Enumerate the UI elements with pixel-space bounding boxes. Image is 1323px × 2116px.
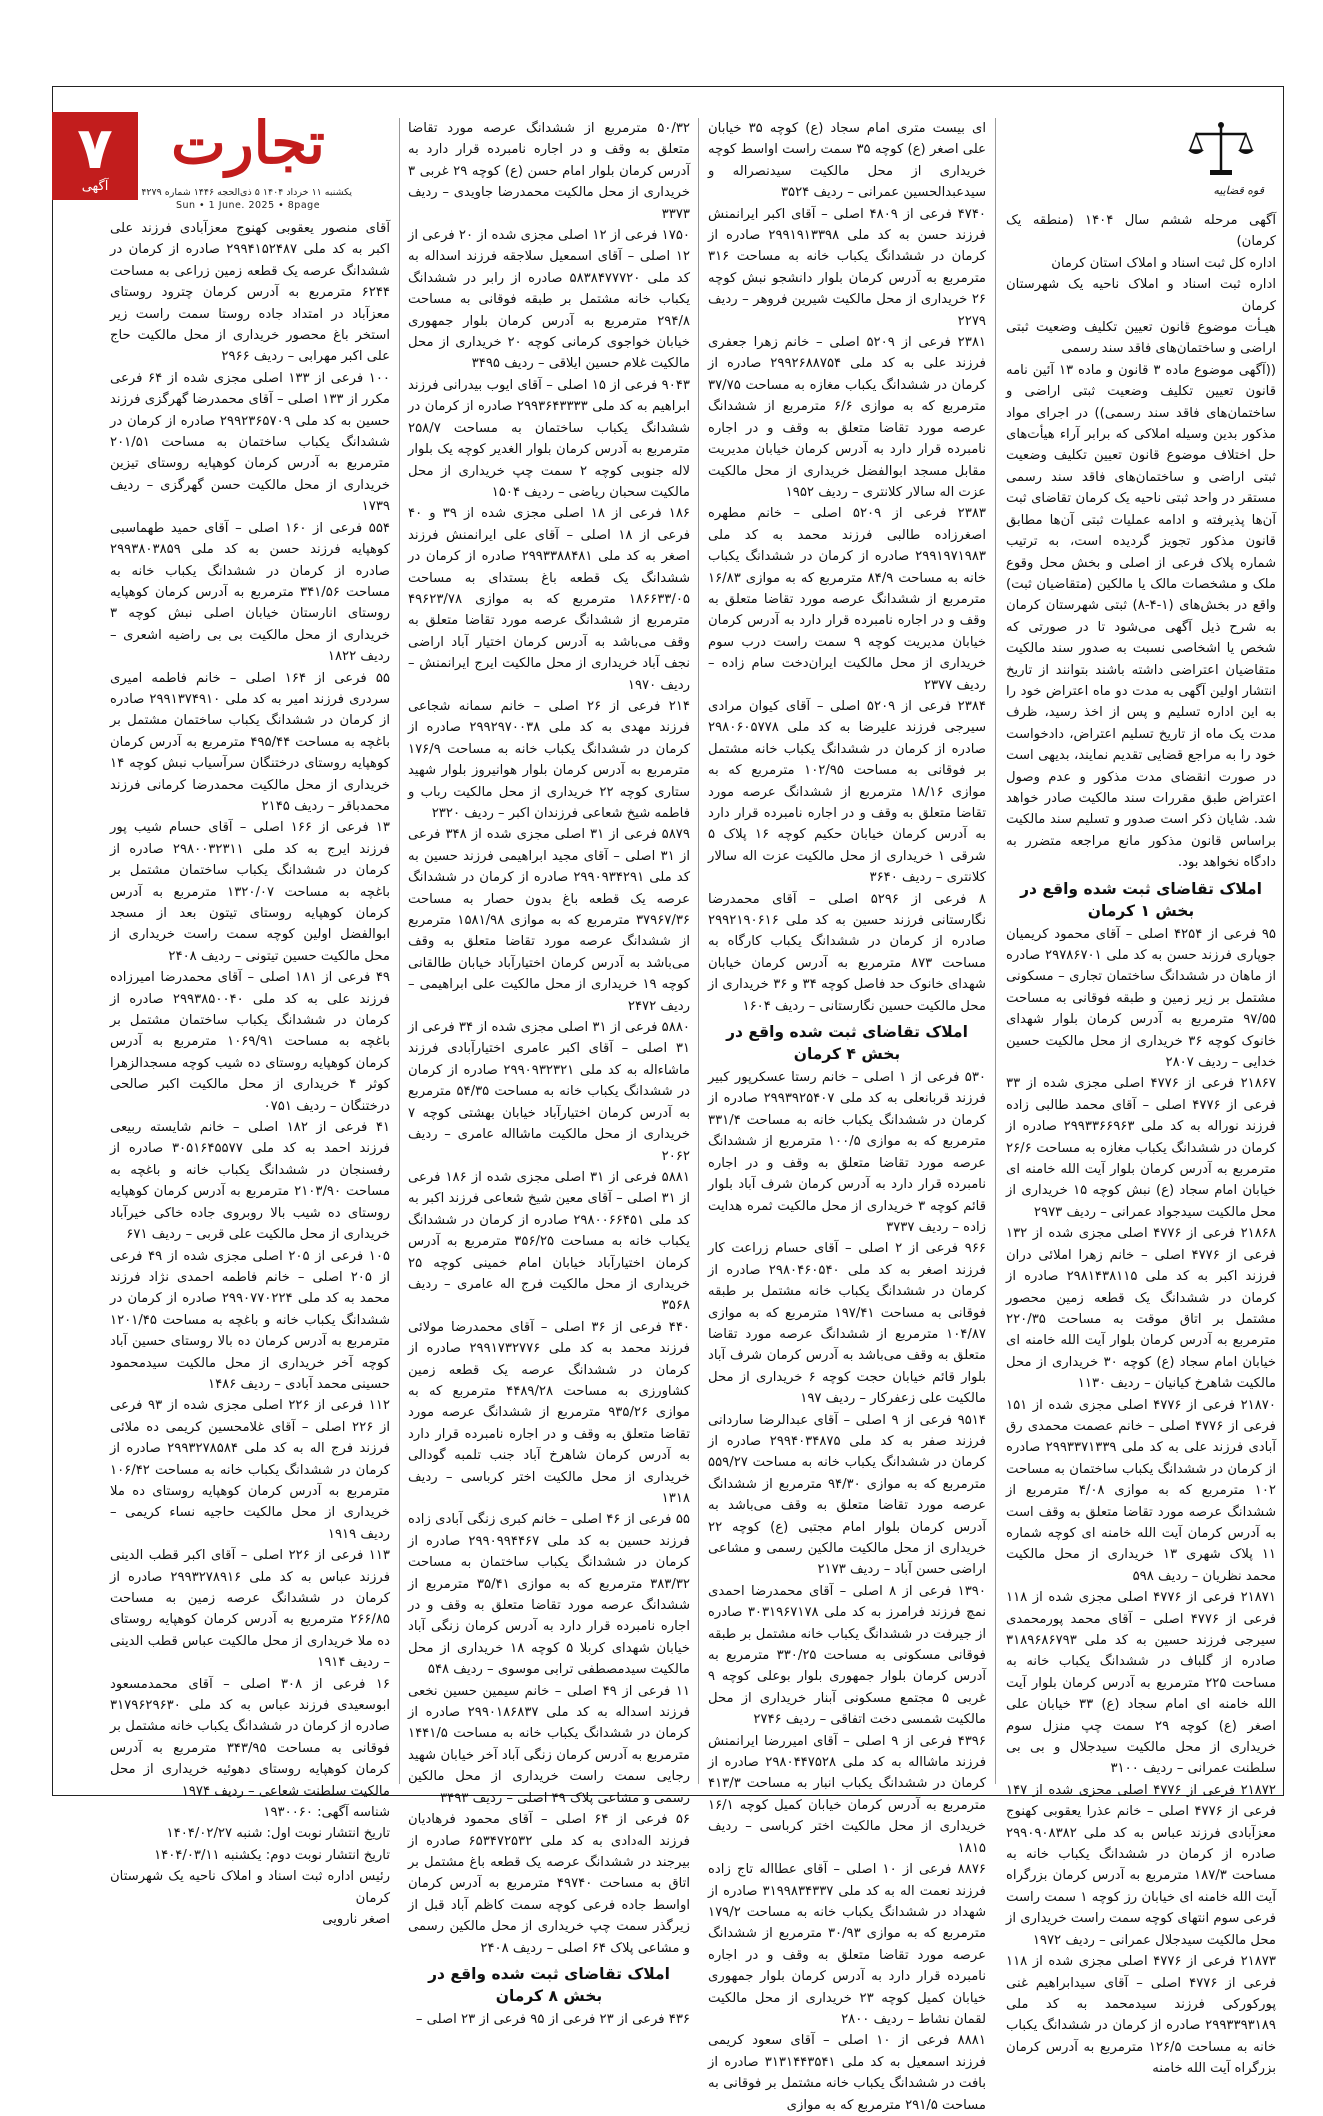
notice-paragraph: ۸ فرعی از ۵۲۹۶ اصلی – آقای محمدرضا نگارستانی فرزند حسین به کد ملی ۲۹۹۲۱۹۰۶۱۶ صادره از کرمان در ششدانگ یکباب کارگاه به مساحت ۸۷۳ مترمربع به آدرس کرمان خیابان شهدای خانوک حد فاصل کوچه ۳۴ و ۳۶ خریداری از محل مالکیت حسین نگارستانی – ردیف ۱۶۰۴	[708, 891, 986, 1014]
page-number: ۷	[77, 113, 113, 182]
notice-paragraph: ۹۶۶ فرعی از ۲ اصلی – آقای حسام زراعت کار فرزند اصغر به کد ملی ۲۹۸۰۴۶۰۵۴۰ صادره از کرمان در ششدانگ یکباب خانه مشتمل بر طبقه فوقانی به مساحت ۱۹۷/۴۱ مترمربع که به موازی ۱۰۴/۸۷ مترمربع از ششدانگ عرصه مورد تقاضا متعلق به وقف می‌باشد به آدرس کرمان شرف آباد بلوار قائم خیابان حجت کوچه ۶ خریداری از محل مالکیت علی زعفرکار – ردیف ۱۹۷	[708, 1241, 986, 1407]
notice-paragraph: ۴۱ فرعی از ۱۸۲ اصلی – خانم شایسته ربیعی فرزند احمد به کد ملی ۳۰۵۱۶۴۵۵۷۷ صادره از رفسنجان در ششدانگ یکباب خانه و باغچه به مساحت ۲۱۰۳/۹۰ مترمربع به آدرس کرمان کوهپایه روستای ده شیب بالا روبروی جاده خاکی خیرآباد خریداری از محل مالکیت علی قربی – ردیف ۶۷۱	[110, 1120, 391, 1243]
column-3	[408, 118, 691, 2027]
notice-paragraph: ۴۹ فرعی از ۱۸۱ اصلی – آقای محمدرضا امیرزاده فرزند علی به کد ملی ۲۹۹۳۸۵۰۰۴۰ صادره از کرمان در ششدانگ یکباب ساختمان مشتمل بر باغچه به مساحت ۱۰۶۹/۹۱ مترمربع به آدرس کرمان کوهپایه روستای ده شیب کوچه مسجدالزهرا کوثر ۴ خریداری از محل مالکیت اکبر صالحی درختنگان – ردیف ۰۷۵۱	[110, 970, 390, 1114]
notice-paragraph: ۹۰۴۳ فرعی از ۱۵ اصلی – آقای ایوب بیدرانی فرزند ابراهیم به کد ملی ۲۹۹۳۶۴۳۳۳۳ صادره از کرمان در ششدانگ یکباب ساختمان به مساحت ۲۵۸/۷ مترمربع به آدرس کرمان بلوار الغدیر کوچه یک بلوار لاله جنوبی کوچه ۲ سمت چپ خریداری از محل مالکیت سحبان ریاضی – ردیف ۱۵۰۴	[408, 377, 691, 500]
notice-paragraph: ۲۱۸۷۰ فرعی از ۴۷۷۶ اصلی مجزی شده از ۱۵۱ فرعی از ۴۷۷۶ اصلی – خانم عصمت محمدی رق آبادی فرزند علی به کد ملی ۲۹۹۳۳۷۱۳۳۹ صادره از کرمان در ششدانگ یکباب ساختمان به مساحت ۱۰۲ مترمربع که به موازی ۴/۰۸ مترمربع از ششدانگ عرصه مورد تقاضا متعلق به وقف است به آدرس کرمان آیت الله خامنه ای کوچه شماره ۱۱ پلاک شهری ۱۳ خریداری از محل مالکیت محمد نظریان – ردیف ۵۹۸	[1006, 1397, 1276, 1584]
notice-paragraph: ۱۶ فرعی از ۳۰۸ اصلی – آقای محمدمسعود ابوسعیدی فرزند عباس به کد ملی ۳۱۷۹۶۲۹۶۳۰ صادره از کرمان در ششدانگ یکباب خانه مشتمل بر فوقانی به مساحت ۳۴۳/۹۵ مترمربع به آدرس کرمان کوهپایه روستای دهوئیه خریداری از محل مالکیت سلطنت شعاعی – ردیف ۱۹۷۴	[110, 1676, 390, 1799]
notice-paragraph: ۴۳۹۶ فرعی از ۹ اصلی – آقای امیررضا ایرانمنش فرزند ماشااله به کد ملی ۲۹۸۰۴۴۷۵۲۸ صادره از کرمان در ششدانگ یکباب انبار به مساحت ۴۱۳/۳ مترمربع به آدرس کرمان خیابان کمیل کوچه ۱۶/۱ خریداری از محل مالکیت اختر کرباسی – ردیف ۱۸۱۵	[708, 1733, 986, 1856]
column-1	[1006, 118, 1277, 2077]
notice-paragraph: ۵۵ فرعی از ۱۶۴ اصلی – خانم فاطمه امیری سردری فرزند امیر به کد ملی ۲۹۹۱۳۷۴۹۱۰ صادره از کرمان در ششدانگ یکباب ساختمان مشتمل بر باغچه به مساحت ۴۹۵/۴۴ مترمربع به آدرس کرمان کوهپایه روستای درختنگان سرآسیاب نبش کوچه ۱۴ خریداری از محل مالکیت محمدرضا کرمانی فرزند محمدباقر – ردیف ۲۱۴۵	[110, 670, 390, 814]
notice-paragraph: هیـأت موضوع قانون تعیین تکلیف وضعیت ثبتی اراضی و ساختمان‌های فاقد سند رسمی	[1006, 320, 1276, 357]
notice-paragraph: ۵۸۸۱ فرعی از ۳۱ اصلی مجزی شده از ۱۸۶ فرعی از ۳۱ اصلی – آقای معین شیخ شعاعی فرزند اکبر به کد ملی ۲۹۸۰۰۶۶۴۵۱ صادره از کرمان در ششدانگ یکباب خانه به مساحت ۳۵۶/۲۵ مترمربع به آدرس کرمان اختیارآباد خیابان امام خمینی کوچه ۲۵ خریداری از محل مالکیت فرج اله عامری – ردیف ۳۵۶۸	[408, 1169, 691, 1314]
notice-paragraph: ۹۵ فرعی از ۴۲۵۴ اصلی – آقای محمود کریمیان جوپاری فرزند حسن به کد ملی ۲۹۷۸۶۷۰۱ صادره از ماهان در ششدانگ ساختمان تجاری – مسکونی مشتمل بر زیر زمین و طبقه فوقانی به مساحت ۹۷/۵۵ مترمربع به آدرس کرمان بلوار شهدای خانوک کوچه ۳۶ خریداری از محل مالکیت حسین خدایی – ردیف ۲۸۰۷	[1006, 926, 1276, 1071]
notice-paragraph: ۲۱۴ فرعی از ۲۶ اصلی – خانم سمانه شجاعی فرزند مهدی به کد ملی ۲۹۹۲۹۷۰۰۳۸ صادره از کرمان در ششدانگ یکباب خانه به مساحت ۱۷۶/۹ مترمربع به آدرس کرمان بلوار هوانیروز بلوار شهید ستاری کوچه ۲۲ خریداری از محل مالکیت رباب و فاطمه شیخ شعاعی فرزندان اکبر – ردیف ۲۳۲۰	[408, 698, 690, 821]
notice-paragraph: شناسه آگهی: ۱۹۳۰۰۶۰	[263, 1805, 390, 1821]
notice-paragraph: ۱۰۰ فرعی از ۱۳۳ اصلی مجزی شده از ۶۴ فرعی مکرر از ۱۳۳ اصلی – آقای محمدرضا گهرگزی فرزند حسین به کد ملی ۲۹۹۲۳۶۵۷۰۹ صادره از کرمان در ششدانگ یکباب ساختمان به مساحت ۲۰۱/۵۱ مترمربع به آدرس کرمان کوهپایه روستای تیزین خریداری از محل مالکیت حسن گهرگزی – ردیف ۱۷۳۹	[110, 370, 390, 515]
notice-paragraph: ۱۳۹۰ فرعی از ۸ اصلی – آقای محمدرضا احمدی نمچ فرزند فرامرز به کد ملی ۳۰۳۱۹۶۷۱۷۸ صادره از جیرفت در ششدانگ یکباب خانه مشتمل بر طبقه فوقانی مسکونی به مساحت ۳۳۰/۲۵ مترمربع به آدرس کرمان بلوار جمهوری بلوار بوعلی کوچه ۹ غربی ۵ مجتمع مسکونی آبنار خریداری از محل مالکیت شمسی دخت اتفاقی – ردیف ۲۷۴۶	[708, 1583, 986, 1728]
notice-paragraph: ۲۱۸۷۳ فرعی از ۴۷۷۶ اصلی مجزی شده از ۱۱۸ فرعی از ۴۷۷۶ اصلی – آقای سیدابراهیم غنی پورکورکی فرزند سیدمحمد به کد ملی ۲۹۹۳۳۹۳۱۸۹ صادره از کرمان در ششدانگ یکباب خانه به مساحت ۱۲۶/۵ مترمربع به آدرس کرمان بزرگراه آیت الله خامنه	[1006, 1954, 1276, 2077]
notice-paragraph: ۵۳۰ فرعی از ۱ اصلی – خانم رستا عسکرپور کبیر فرزند قربانعلی به کد ملی ۲۹۹۳۹۲۵۴۰۷ صادره از کرمان در ششدانگ یکباب خانه به مساحت ۳۳۱/۴ مترمربع که به موازی ۱۰۰/۵ مترمربع از ششدانگ عرصه مورد تقاضا متعلق به وقف و در اجاره نامبرده قرار دارد به آدرس کرمان شرف آباد بلوار قائم کوچه ۳ خریداری از محل مالکیت ثمره هدایت زاده – ردیف ۳۷۳۷	[708, 1070, 986, 1235]
notice-paragraph: ۸۸۸۱ فرعی از ۱۰ اصلی – آقای سعود کریمی فرزند اسمعیل به کد ملی ۳۱۳۱۴۴۳۵۴۱ صادره از بافت در ششدانگ یکباب خانه مشتمل بر فوقانی به مساحت ۲۹۱/۵ مترمربع که به موازی	[708, 2033, 986, 2113]
notice-paragraph: ۵۸۷۹ فرعی از ۳۱ اصلی مجزی شده از ۳۴۸ فرعی از ۳۱ اصلی – آقای مجید ابراهیمی فرزند حسین به کد ملی ۲۹۹۰۹۳۴۲۹۱ صادره از کرمان در ششدانگ عرصه یک قطعه باغ بدون حصار به مساحت ۳۷۹۶۷/۳۶ مترمربع که به موازی ۱۵۸۱/۹۸ مترمربع از ششدانگ عرصه مورد تقاضا متعلق به وقف می‌باشد به آدرس کرمان اختیارآباد خیابان طالقانی کوچه ۱۹ خریداری از محل مالکیت علی ابراهیمی – ردیف ۲۴۷۲	[408, 827, 690, 1014]
notice-paragraph: ۵۰/۳۲ مترمربع از ششدانگ عرصه مورد تقاضا متعلق به وقف و در اجاره نامبرده قرار دارد به آدرس کرمان بلوار امام حسن (ع) کوچه ۲۹ غربی ۳ خریداری از محل مالکیت محمدرضا جاویدی – ردیف ۳۳۷۳	[408, 121, 691, 222]
notice-paragraph: ۵۶ فرعی از ۶۴ اصلی – آقای محمود فرهادیان فرزند اله‌دادی به کد ملی ۶۵۳۴۷۲۵۳۲ صادره از بیرجند در ششدانگ عرصه یک قطعه باغ مشتمل بر اتاق به مساحت ۴۹۷۴۰ مترمربع به آدرس کرمان اواسط جاده فرعی کوچه سمت کاظم آباد قبل از زیرگذر سمت چپ خریداری از محل مالکین رسمی و مشاعی پلاک ۶۴ اصلی – ردیف ۲۴۰۸	[408, 1812, 690, 1956]
notice-paragraph: ۲۳۸۳ فرعی از ۵۲۰۹ اصلی – خانم مطهره اصغرزاده طالبی فرزند محمد به کد ملی ۲۹۹۱۹۷۱۹۸۳ صادره از کرمان در ششدانگ یکباب خانه به مساحت ۸۴/۹ مترمربع که به موازی ۱۶/۸۳ مترمربع از ششدانگ عرصه مورد تقاضا متعلق به وقف و در اجاره نامبرده قرار دارد به آدرس کرمان خیابان مدیریت کوچه ۹ سمت راست درب سوم خریداری از محل مالکیت ایران‌دخت سام زاده – ردیف ۲۳۷۷	[708, 506, 986, 693]
notice-paragraph: تاریخ انتشار نوبت اول: شنبه ۱۴۰۴/۰۲/۲۷	[166, 1826, 390, 1842]
section-label: آگهی	[81, 178, 109, 194]
notice-paragraph: ۴۳۶ فرعی از ۲۳ فرعی از ۹۵ فرعی از ۲۳ اصلی –	[415, 2011, 690, 2027]
column-2	[708, 118, 987, 2113]
emblem-caption: قوه قضاییه	[1213, 184, 1264, 197]
notice-paragraph: ۱۱۳ فرعی از ۲۲۶ اصلی – آقای اکبر قطب الدینی فرزند عباس به کد ملی ۲۹۹۳۲۷۸۹۱۶ صادره از کرمان در ششدانگ عرصه زمین به مساحت ۲۶۶/۸۵ مترمربع به آدرس کرمان کوهپایه روستای ده ملا خریداری از محل مالکیت عباس قطب الدینی – ردیف ۱۹۱۴	[110, 1548, 390, 1671]
notice-paragraph: رئیس اداره ثبت اسناد و املاک ناحیه یک شهرستان کرمان	[110, 1869, 390, 1906]
notice-paragraph: اصغر نارویی	[322, 1912, 390, 1928]
notice-paragraph: ۲۱۸۷۱ فرعی از ۴۷۷۶ اصلی مجزی شده از ۱۱۸ فرعی از ۴۷۷۶ اصلی – آقای محمد پورمحمدی سیرجی فرزند حسین به کد ملی ۳۱۸۹۶۸۶۷۹۳ صادره از گلباف در ششدانگ یکباب خانه به مساحت ۲۲۵ مترمربع به آدرس کرمان بلوار آیت الله خامنه ای امام سجاد (ع) ۳۳ خیابان علی اصغر (ع) کوچه ۲۹ سمت چپ منزل سوم خریداری از محل مالکیت سیدجلال و بی بی سلطنت عمرانی – ردیف ۳۱۰۰	[1006, 1590, 1277, 1777]
notice-paragraph: ۵۸۸۰ فرعی از ۳۱ اصلی مجزی شده از ۳۴ فرعی از ۳۱ اصلی – آقای اکبر عامری اختیارآبادی فرزند ماشاءاله به کد ملی ۲۹۹۰۹۳۲۳۲۱ صادره از کرمان در ششدانگ یکباب خانه به مساحت ۵۴/۳۵ مترمربع به آدرس کرمان اختیارآباد خیابان بهشتی کوچه ۷ خریداری از محل مالکیت ماشااله عامری – ردیف ۲۰۶۲	[408, 1020, 690, 1164]
notice-paragraph: ۸۸۷۶ فرعی از ۱۰ اصلی – آقای عطااله تاج زاده فرزند نعمت اله به کد ملی ۳۱۹۹۸۳۴۳۳۷ صادره از شهداد در ششدانگ یکباب خانه به مساحت ۱۷۹/۲ مترمربع که به موازی ۳۰/۹۳ مترمربع از ششدانگ عرصه مورد تقاضا متعلق به وقف و در اجاره نامبرده قرار دارد به آدرس کرمان بلوار جمهوری خیابان کمیل کوچه ۲۳ خریداری از محل مالکیت لقمان نشاط – ردیف ۲۸۰۰	[708, 1862, 987, 2027]
scales-of-justice-icon	[1186, 120, 1256, 180]
notice-paragraph: ۲۱۸۶۸ فرعی از ۴۷۷۶ اصلی مجزی شده از ۱۳۲ فرعی از ۴۷۷۶ اصلی – خانم زهرا املائی دران فرزند اکبر به کد ملی ۲۹۸۱۴۳۸۱۱۵ صادره از کرمان در ششدانگ یک قطعه زمین محصور مشتمل بر اتاق موقت به مساحت ۲۲۰/۳۵ مترمربع به آدرس کرمان بلوار آیت الله خامنه ای خیابان امام سجاد (ع) کوچه ۳۰ خریداری از محل مالکیت شاهرخ کیانیان – ردیف ۱۱۳۰	[1006, 1226, 1276, 1392]
dateline-fa: یکشنبه ۱۱ خرداد ۱۴۰۴ ۵ ذی‌الحجه ۱۴۴۶ شماره ۴۲۷۹	[141, 187, 352, 198]
notice-paragraph: ۱۱۲ فرعی از ۲۲۶ اصلی مجزی شده از ۹۳ فرعی از ۲۲۶ اصلی – آقای غلامحسین کریمی ده ملائی فرزند فرج اله به کد ملی ۲۹۹۳۲۷۸۵۸۴ صادره از کرمان در ششدانگ یکباب خانه به مساحت ۱۰۶/۴۲ مترمربع به آدرس کرمان کوهپایه روستای ده ملا خریداری از محل مالکیت حاجیه نساء کریمی – ردیف ۱۹۱۹	[110, 1398, 390, 1542]
notice-paragraph: آقای منصور یعقوبی کهنوج معزآبادی فرزند علی اکبر به کد ملی ۲۹۹۴۱۵۲۴۸۷ صادره از کرمان در ششدانگ عرصه یک قطعه زمین زراعی به مساحت ۶۲۴۴ مترمربع به آدرس کرمان چترود روستای معزآباد در امتداد جاده روستا سمت راست زیر استخر باغ محصور خریداری از محل مالکیت حاج علی اکبر مهرابی – ردیف ۲۹۶۶	[110, 221, 390, 365]
notice-paragraph: ۵۵۴ فرعی از ۱۶۰ اصلی – آقای حمید طهماسبی کوهپایه فرزند حسن به کد ملی ۲۹۹۳۸۰۳۸۵۹ صادره از کرمان در ششدانگ یکباب خانه به مساحت ۳۴۱/۵۶ مترمربع به آدرس کرمان کوهپایه روستای انارستان خیابان اصلی نبش کوچه ۳ خریداری از محل مالکیت بی بی راضیه اشعری – ردیف ۱۸۲۲	[110, 520, 391, 665]
section-heading: املاک تقاضای ثبت شده واقع در بخش ۱ کرمان	[1020, 879, 1262, 920]
notice-paragraph: ۱۱ فرعی از ۴۹ اصلی – خانم سیمین حسین نخعی فرزند اسداله به کد ملی ۲۹۹۰۱۸۶۸۳۷ صادره از کرمان در ششدانگ یکباب خانه به مساحت ۱۴۴۱/۵ مترمربع به آدرس کرمان زنگی آباد آخر خیابان شهید رجایی سمت راست خریداری از محل مالکین رسمی و مشاعی پلاک ۴۹ اصلی – ردیف ۳۴۹۳	[408, 1683, 690, 1806]
notice-paragraph: اداره کل ثبت اسناد و املاک استان کرمان	[1051, 255, 1276, 271]
notice-paragraph: ۴۴۰ فرعی از ۳۶ اصلی – آقای محمدرضا مولائی فرزند محمد به کد ملی ۲۹۹۱۷۳۲۷۷۶ صادره از کرمان در ششدانگ عرصه یک قطعه زمین کشاورزی به مساحت ۴۴۸۹/۲۸ مترمربع که به موازی ۹۳۵/۲۶ مترمربع از ششدانگ عرصه مورد تقاضا متعلق به وقف و در اجاره نامبرده قرار دارد به آدرس کرمان شاهرخ آباد جنب تلمبه گودالی خریداری از محل مالکیت اختر کرباسی – ردیف ۱۳۱۸	[408, 1319, 690, 1506]
judiciary-emblem	[1006, 118, 1276, 206]
notice-paragraph: ۱۰۵ فرعی از ۲۰۵ اصلی مجزی شده از ۴۹ فرعی از ۲۰۵ اصلی – خانم فاطمه احمدی نژاد فرزند محمد به کد ملی ۲۹۹۰۷۷۰۲۲۴ صادره از کرمان در ششدانگ یکباب خانه و باغچه به مساحت ۱۲۰۱/۴۵ مترمربع به آدرس کرمان ده بالا روستای حسین آباد کوچه آخر خریداری از محل مالکیت سیدمحمود حسینی محمد آبادی – ردیف ۱۴۸۶	[110, 1248, 390, 1392]
column-divider	[995, 118, 996, 1784]
article-columns	[58, 113, 1277, 2113]
notice-paragraph: ۵۵ فرعی از ۴۶ اصلی – خانم کبری زنگی آبادی زاده فرزند حسین به کد ملی ۲۹۹۰۹۹۴۴۶۷ صادره از کرمان در ششدانگ یکباب ساختمان به مساحت ۳۸۳/۳۲ مترمربع که به موازی ۳۵/۴۱ مترمربع از ششدانگ عرصه مورد تقاضا متعلق به وقف و در اجاره نامبرده قرار دارد به آدرس کرمان زنگی آباد خیابان شهدای کربلا ۵ کوچه ۱۸ خریداری از محل مالکیت سیدمصطفی ترابی موسوی – ردیف ۵۴۸	[408, 1512, 690, 1678]
notice-paragraph: ۱۸۶ فرعی از ۱۸ اصلی مجزی شده از ۳۹ و ۴۰ فرعی از ۱۸ اصلی – آقای علی ایرانمنش فرزند اصغر به کد ملی ۲۹۹۳۳۸۸۴۸۱ صادره از کرمان در ششدانگ یک قطعه باغ بستدای به مساحت ۱۸۶۶۳۳/۰۵ مترمربع که به موازی ۴۹۶۲۳/۷۸ مترمربع از ششدانگ عرصه مورد تقاضا متعلق به وقف می‌باشد به آدرس کرمان اختیار آباد اراضی نجف آباد خریداری از محل مالکیت ایرج ایرانمنش – ردیف ۱۹۷۰	[408, 506, 690, 693]
dateline-en: Sun • 1 June. 2025 • 8page	[175, 200, 321, 211]
newspaper-logo: تجارت	[171, 109, 325, 177]
notice-paragraph: تاریخ انتشار نوبت دوم: یکشنبه ۱۴۰۴/۰۳/۱۱	[154, 1847, 390, 1863]
notice-paragraph: ۲۳۸۴ فرعی از ۵۲۰۹ اصلی – آقای کیوان مرادی سیرجی فرزند علیرضا به کد ملی ۲۹۸۰۶۰۵۷۷۸ صادره از کرمان در ششدانگ یکباب خانه مشتمل بر فوقانی به مساحت ۱۰۲/۹۵ مترمربع که به موازی ۱۸/۱۶ مترمربع از ششدانگ عرصه مورد تقاضا متعلق به وقف و در اجاره نامبرده قرار دارد به آدرس کرمان خیابان حکیم کوچه ۱۶ پلاک ۵ شرقی ۱ خریداری از محل مالکیت عزت اله سالار کلانتری – ردیف ۳۶۴۰	[708, 698, 986, 886]
column-divider	[698, 118, 699, 1784]
notice-paragraph: ۱۳ فرعی از ۱۶۶ اصلی – آقای حسام شیب پور فرزند ایرج به کد ملی ۲۹۸۰۰۳۲۳۱۱ صادره از کرمان در ششدانگ یکباب ساختمان مشتمل بر باغچه به مساحت ۱۳۲۰/۰۷ مترمربع به آدرس کرمان کوهپایه روستای تیتون بعد از مسجد ابوالفضل اولین کوچه سمت راست خریداری از محل مالکیت حسین تیتونی – ردیف ۲۴۰۸	[110, 820, 390, 964]
column-4	[110, 218, 391, 1928]
notice-paragraph: ۴۷۴۰ فرعی از ۴۸۰۹ اصلی – آقای اکبر ایرانمنش فرزند حسن به کد ملی ۲۹۹۱۹۱۳۳۹۸ صادره از کرمان در ششدانگ یکباب خانه به مساحت ۳۱۶ مترمربع به آدرس کرمان بلوار دانشجو نبش کوچه ۲۶ خریداری از محل مالکیت شیرین فروهر – ردیف ۲۲۷۹	[708, 206, 986, 329]
notice-paragraph: ((آگهی موضوع ماده ۳ قانون و ماده ۱۳ آئین نامه قانون تعیین تکلیف وضعیت ثبتی اراضی و ساختمان‌های فاقد سند رسمی)) در اجرای مواد مذکور بدین وسیله املاکی که برابر آراء هیأت‌های حل اختلاف موضوع قانون تعیین تکلیف وضعیت ثبتی اراضی و ساختمان‌های فاقد سند رسمی مستقر در واحد ثبتی ناحیه یک کرمان تقاضای ثبت آن‌ها پذیرفته و ادامه عملیات ثبتی آن‌ها مطابق قانون مذکور تجویز گردیده است، به ترتیب شماره پلاک فرعی از اصلی و بخش محل وقوع ملک و مشخصات مالک یا مالکین (متقاضیان ثبت) واقع در بخش‌های (۱-۴-۸) ثبتی شهرستان کرمان به شرح ذیل آگهی می‌شود تا در صورتی که شخص یا اشخاصی نسبت به صدور سند مالکیت متقاضیان اعتراضی داشته باشند بتوانند از تاریخ انتشار اولین آگهی به مدت دو ماه اعتراض خود را به این اداره تسلیم و پس از اخذ رسید، ظرف مدت یک ماه از تاریخ تسلیم اعتراض، دادخواست خود را به مراجع قضایی تقدیم نمایند، بدیهی است در صورت انقضای مدت مذکور و عدم وصول اعتراض طبق مقررات سند مالکیت صادر خواهد شد. شایان ذکر است صدور و تسلیم سند مالکیت براساس قانون مذکور مانع مراجعه متضرر به دادگاه نخواهد بود.	[1006, 362, 1276, 871]
column-divider	[399, 118, 400, 1784]
notice-paragraph: ای بیست متری امام سجاد (ع) کوچه ۳۵ خیابان علی اصغر (ع) کوچه ۳۵ سمت راست اواسط کوچه خریداری از محل مالکیت سیدنصراله و سیدعبدالحسین عمرانی – ردیف ۳۵۲۴	[708, 121, 987, 201]
notice-paragraph: ۲۱۸۶۷ فرعی از ۴۷۷۶ اصلی مجزی شده از ۳۳ فرعی از ۴۷۷۶ اصلی – آقای محمد طالبی زاده فرزند نوراله به کد ملی ۲۹۹۳۳۶۶۹۶۳ صادره از کرمان در ششدانگ یکباب مغازه به مساحت ۲۶/۶ مترمربع به آدرس کرمان بلوار آیت الله خامنه ای خیابان امام سجاد (ع) نبش کوچه ۱۵ خریداری از محل مالکیت سیدجواد عمرانی – ردیف ۲۹۷۳	[1006, 1076, 1277, 1220]
notice-paragraph: ۲۳۸۱ فرعی از ۵۲۰۹ اصلی – خانم زهرا جعفری فرزند علی به کد ملی ۲۹۹۲۶۸۸۷۵۴ صادره از کرمان در ششدانگ یکباب مغازه به مساحت ۳۷/۷۵ مترمربع که به موازی ۶/۶ مترمربع از ششدانگ عرصه مورد تقاضا متعلق به وقف و در اجاره نامبرده قرار دارد به آدرس کرمان خیابان مدیریت مقابل مسجد ابوالفضل خریداری از محل مالکیت عزت اله سالار کلانتری – ردیف ۱۹۵۲	[708, 335, 986, 500]
notice-paragraph: ۹۵۱۴ فرعی از ۹ اصلی – آقای عبدالرضا ساردانی فرزند صفر به کد ملی ۲۹۹۴۰۳۴۸۷۵ صادره از کرمان در ششدانگ یکباب خانه به مساحت ۵۵۹/۲۷ مترمربع که به موازی ۹۴/۳۰ مترمربع از ششدانگ عرصه مورد تقاضا متعلق به وقف می‌باشد به آدرس کرمان بلوار امام مجتبی (ع) کوچه ۲۲ خریداری از محل مالکیت مالکین رسمی و مشاعی اراضی حسن آباد – ردیف ۲۱۷۳	[708, 1412, 986, 1578]
notice-paragraph: آگهی مرحله ششم سال ۱۴۰۴ (منطقه یک کرمان)	[1006, 213, 1277, 250]
section-heading: املاک تقاضای ثبت شده واقع در بخش ۴ کرمان	[726, 1023, 968, 1064]
notice-paragraph: ۱۷۵۰ فرعی از ۱۲ اصلی مجزی شده از ۲۰ فرعی از ۱۲ اصلی – آقای اسمعیل سلاجقه فرزند اسداله به کد ملی ۵۸۳۸۴۷۷۷۲۰ صادره از رابر در ششدانگ یکباب خانه مشتمل بر طبقه فوقانی به مساحت ۲۹۴/۸ مترمربع به آدرس کرمان بلوار جمهوری خیابان خواجوی کرمانی کوچه ۲۰ خریداری از محل مالکیت غلام حسین ایلاقی – ردیف ۳۴۹۵	[408, 228, 690, 372]
notice-paragraph: ۲۱۸۷۲ فرعی از ۴۷۷۶ اصلی مجزی شده از ۱۴۷ فرعی از ۴۷۷۶ اصلی – خانم عذرا یعقوبی کهنوج معزآبادی فرزند عباس به کد ملی ۲۹۹۰۹۰۸۳۸۲ صادره از کرمان در ششدانگ یکباب خانه به مساحت ۱۸۷/۳ مترمربع به آدرس کرمان بزرگراه آیت الله خامنه ای خیابان رز کوچه ۱ سمت راست فرعی سوم انتهای کوچه سمت راست خریداری از محل مالکیت سیدجلال عمرانی – ردیف ۱۹۷۲	[1006, 1782, 1276, 1948]
section-heading: املاک تقاضای ثبت شده واقع در بخش ۸ کرمان	[428, 1964, 670, 2005]
notice-paragraph: اداره ثبت اسناد و املاک ناحیه یک شهرستان کرمان	[1006, 277, 1276, 314]
